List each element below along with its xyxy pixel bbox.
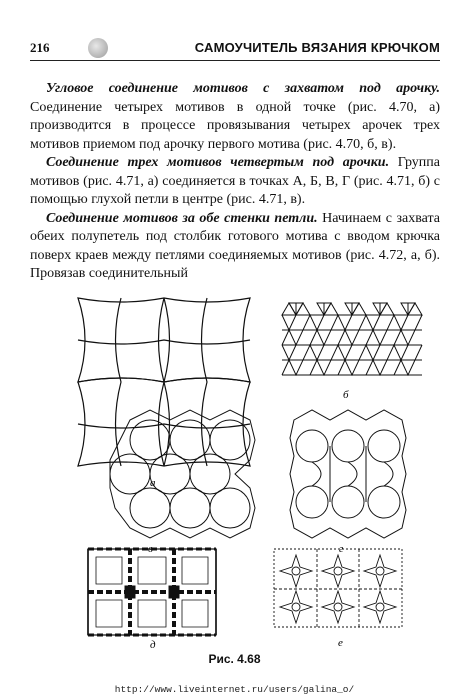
label-a: а	[150, 477, 156, 489]
label-g: г	[339, 543, 344, 555]
paragraph-2-body: Группа мотивов (рис. 4.71, а) соединяется в точках А, Б, В, Г (рис. 4.71, б) с помощью глухой петли в центре (рис. 4.71, в).	[30, 155, 440, 207]
diagram-v-hexagons	[110, 410, 255, 538]
figure-caption: Рис. 4.68	[208, 652, 261, 666]
paragraph-3-lead: Соединение мотивов за обе стенки петли.	[46, 210, 318, 226]
diagram-e-lace-stars	[274, 549, 402, 627]
paragraph-2-lead: Соединение трех мотивов четвертым под арочки.	[46, 155, 390, 170]
page-number: 216	[30, 40, 50, 55]
diagram-a-squares	[78, 298, 250, 466]
diagram-d-joined-squares	[88, 549, 216, 635]
running-title: САМОУЧИТЕЛЬ ВЯЗАНИЯ КРЮЧКОМ	[194, 40, 440, 55]
label-e: е	[338, 637, 343, 649]
label-v: в	[148, 543, 153, 555]
label-d: д	[150, 639, 156, 651]
paragraph-1-body: Соединение четырех мотивов в одной точке (рис. 4.70, а) производится в процессе провязывания четырех арочек трех мотивов приемом под арочку первого мотива (рис. 4.70, б, в).	[30, 99, 440, 152]
paragraph-1-lead: Угловое соединение мотивов с захватом под арочку.	[46, 81, 440, 96]
diagram-b-triangles	[282, 303, 422, 375]
watermark-url: http://www.liveinternet.ru/users/galina_o/	[114, 684, 355, 695]
diagram-g-octagons	[290, 410, 406, 538]
label-b: б	[343, 389, 349, 401]
paragraph-3-body: Начинаем с захвата обеих полупетель под столбик готового мотива с вводом крючка поверх краев между петлями соединяемых мотивов (рис. 4.72, а, б). Провязав соединительный	[30, 210, 440, 281]
